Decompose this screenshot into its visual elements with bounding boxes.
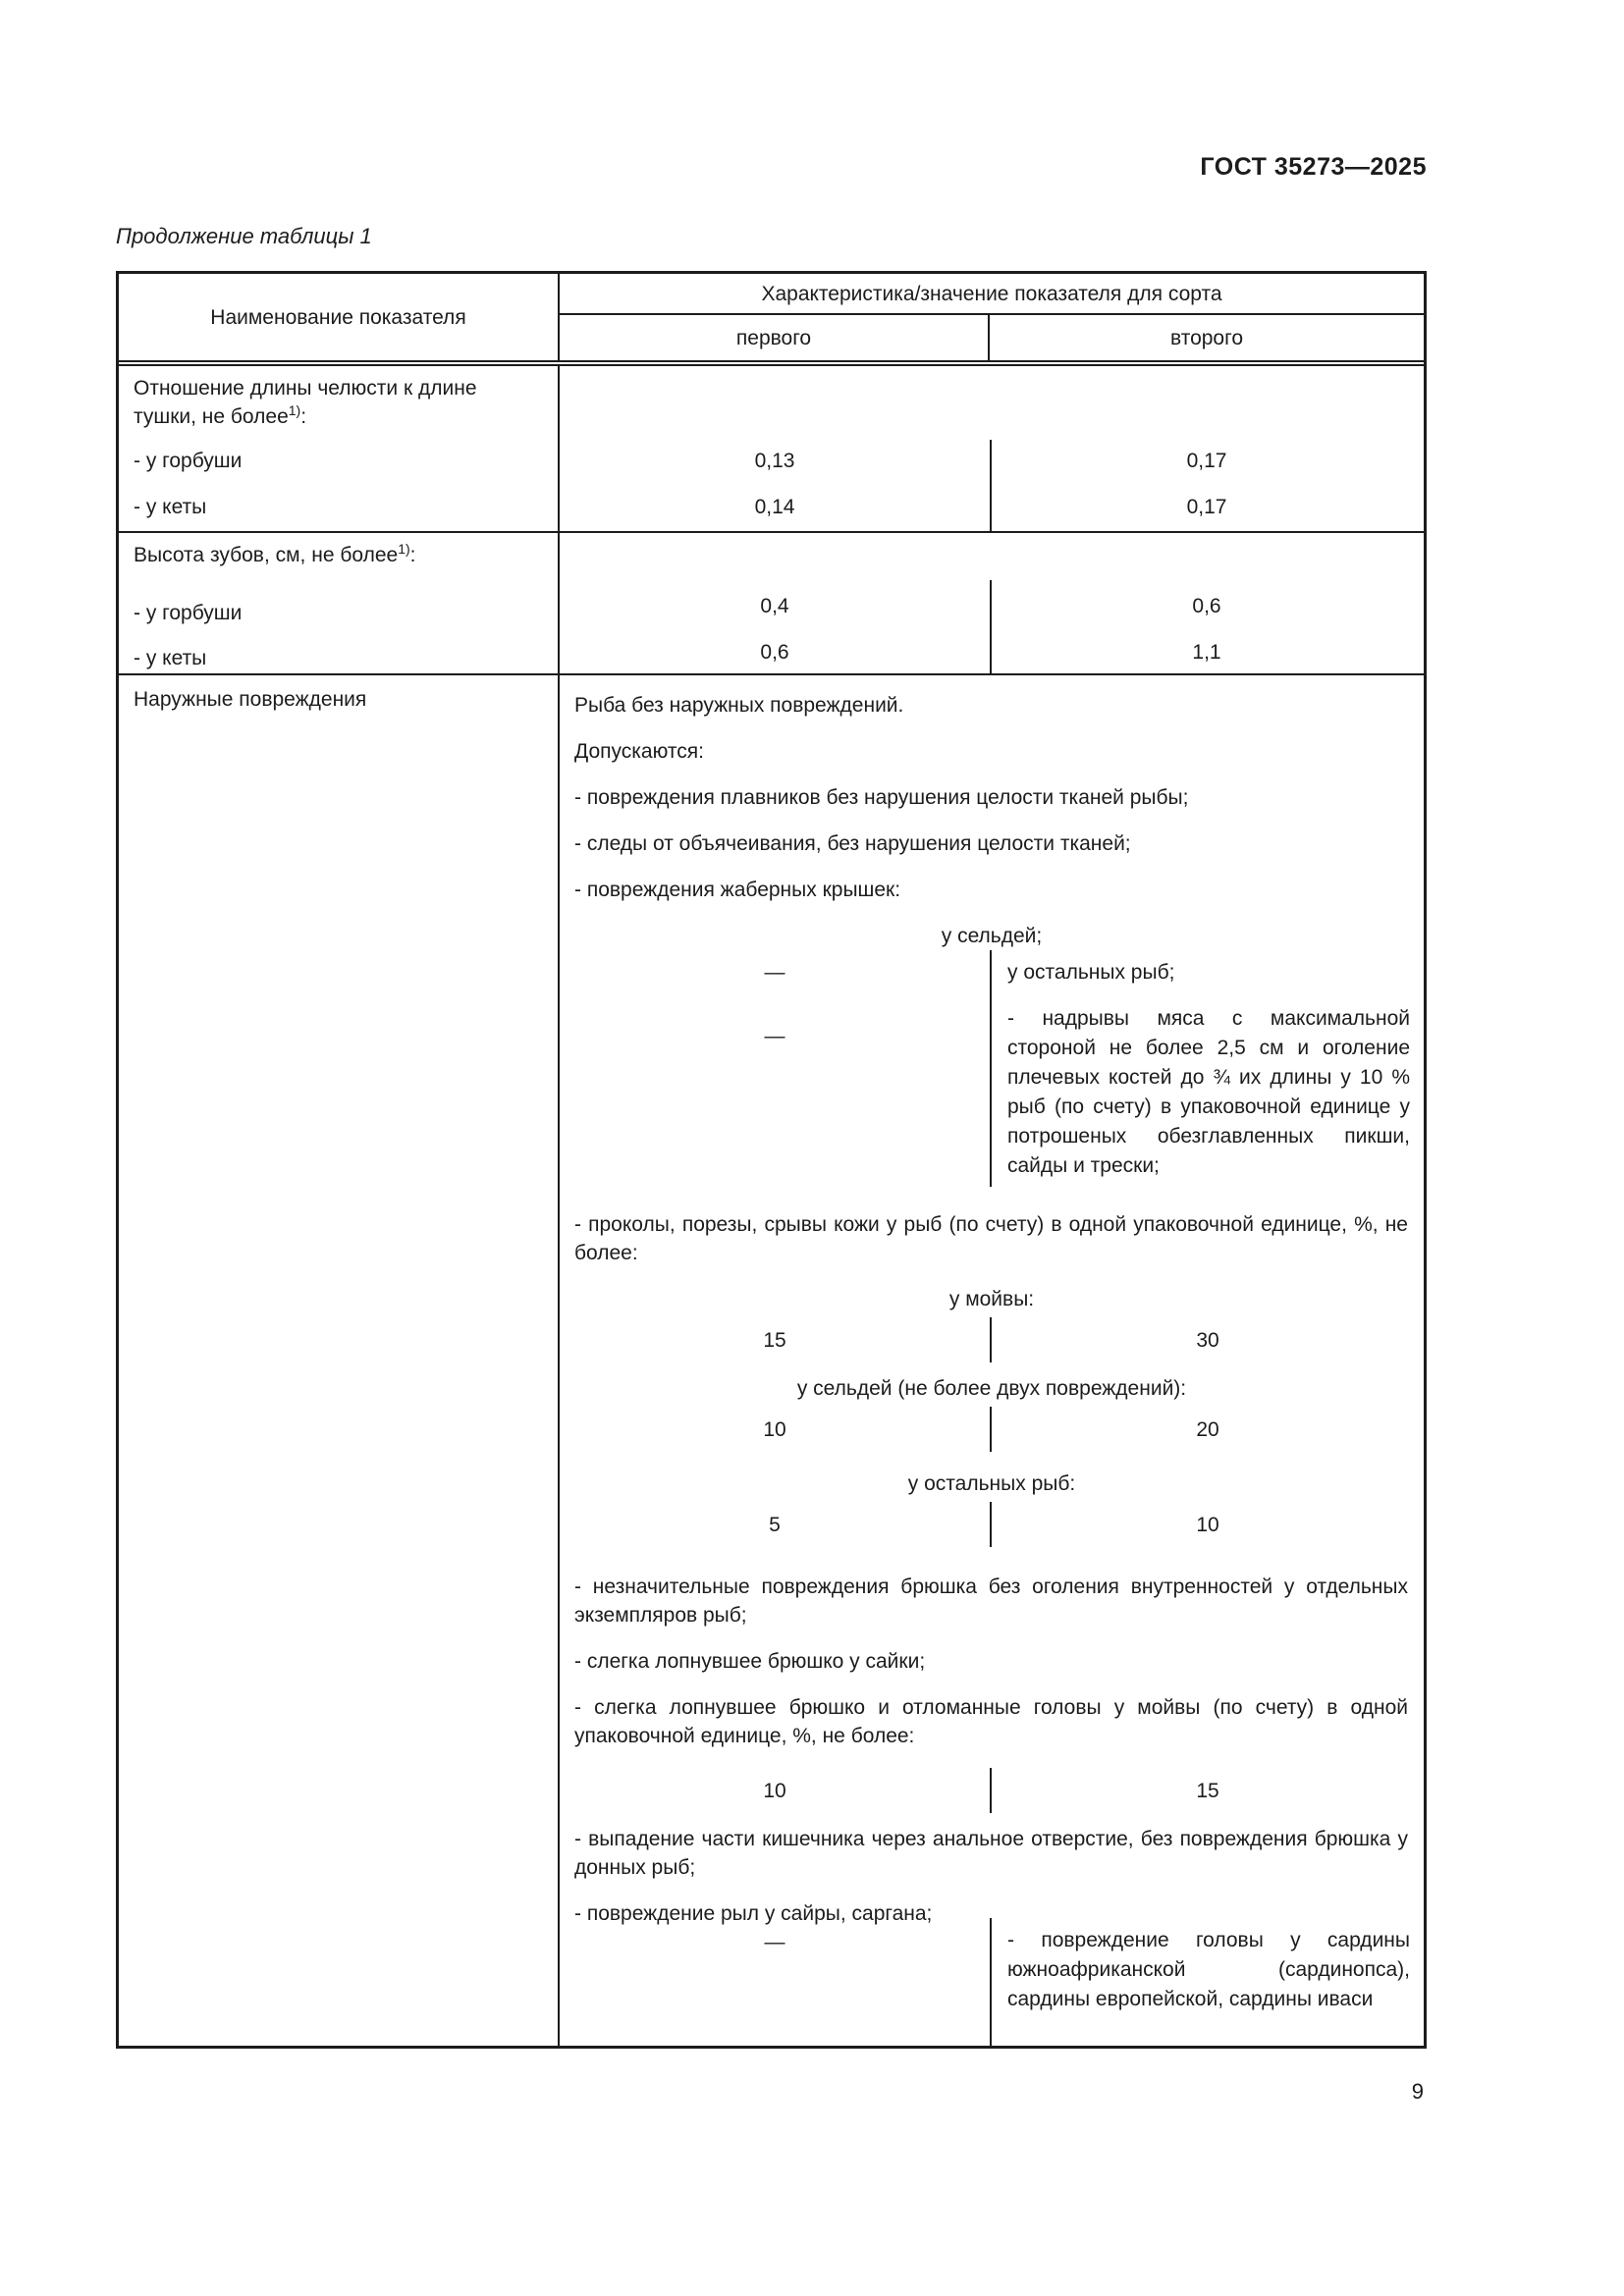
first-grade-side xyxy=(560,1918,990,2046)
header-characteristic-group: Характеристика/значение показателя для сорта xyxy=(560,274,1424,315)
value-first-grade: 0,4 xyxy=(760,595,789,617)
page-number: 9 xyxy=(1411,2079,1424,2104)
table-header xyxy=(119,274,1424,362)
paragraph-net-marks: - следы от объячеивания, без нарушения целости тканей; xyxy=(574,832,1131,855)
label-capelin: у мойвы: xyxy=(948,1288,1035,1310)
indicator-title: Высота зубов, см, не более$^{1)}$: xyxy=(134,541,416,566)
values-cell xyxy=(560,366,1424,531)
indicator-title: Отношение длины челюсти к длине тушки, не более$^{1)}$: xyxy=(134,377,477,428)
value-row-capelin xyxy=(560,1317,1424,1362)
footnote-marker: 1) xyxy=(398,541,410,557)
table-1-continuation xyxy=(116,271,1427,2049)
value-row xyxy=(560,447,1424,475)
em-dash: — xyxy=(764,961,785,984)
paragraph-snouts: - повреждение рыл у сайры, саргана; xyxy=(574,1902,933,1925)
indicator-subitem: - у горбуши xyxy=(134,450,243,472)
paragraph-fins: - повреждения плавников без нарушения целости тканей рыбы; xyxy=(574,786,1189,809)
value-row xyxy=(560,592,1424,620)
second-grade-side xyxy=(990,950,1424,1187)
split-section-sardine xyxy=(560,1918,1424,2046)
paragraph-saika: - слегка лопнувшее брюшко у сайки; xyxy=(574,1650,926,1673)
header-grade-second: второго xyxy=(1170,326,1243,349)
label-other-fish-2: у остальных рыб: xyxy=(907,1472,1076,1495)
value-first-grade: 5 xyxy=(769,1513,781,1536)
value-row xyxy=(560,493,1424,521)
paragraph-flesh-tears: - надрывы мяса с максимальной стороной не более 2,5 см и оголение плечевых костей до ¾ их длины у 10 % рыб (по счету) в упаковочной единице у потрошеных обезглавленных пикши, сайды и трески; xyxy=(1007,1007,1410,1177)
table-row-external-damage xyxy=(119,675,1424,2046)
paragraph-intro: Рыба без наружных повреждений. xyxy=(574,694,904,717)
label-other-fish: у остальных рыб; xyxy=(1007,961,1175,984)
column-divider xyxy=(990,440,992,531)
value-first-grade: 0,13 xyxy=(754,450,795,472)
paragraph-belly: - незначительные повреждения брюшка без оголения внутренностей у отдельных экземпляров рыб; xyxy=(574,1575,1408,1627)
value-second-grade: 0,6 xyxy=(1192,595,1221,617)
table-row-teeth-height xyxy=(119,533,1424,675)
paragraph-sardine: - повреждение головы у сардины южноафриканской (сардинопса), сардины европейской, сардины иваси xyxy=(1007,1929,1410,2010)
indicator-name-cell xyxy=(119,675,560,2046)
value-row-herring xyxy=(560,1407,1424,1452)
label-herring-two-damages: у сельдей (не более двух повреждений): xyxy=(796,1377,1187,1400)
value-first-grade: 10 xyxy=(763,1779,786,1802)
indicator-subitem: - у кеты xyxy=(134,496,207,518)
label-herring: у сельдей; xyxy=(941,925,1043,947)
header-indicator-name: Наименование показателя xyxy=(119,274,560,360)
em-dash: — xyxy=(764,1931,785,1953)
indicator-name-cell xyxy=(119,366,560,531)
table-caption: Продолжение таблицы 1 xyxy=(116,224,372,248)
value-second-grade: 0,17 xyxy=(1186,450,1227,472)
value-row xyxy=(560,638,1424,667)
indicator-name-cell xyxy=(119,533,560,673)
value-second-grade: 0,17 xyxy=(1186,496,1227,518)
first-grade-side xyxy=(560,950,990,1187)
value-first-grade: 10 xyxy=(763,1417,786,1441)
value-row-capelin-heads xyxy=(560,1768,1424,1813)
value-first-grade: 15 xyxy=(763,1328,786,1352)
second-grade-side xyxy=(990,1918,1424,2046)
value-second-grade: 1,1 xyxy=(1192,641,1221,664)
values-cell xyxy=(560,533,1424,673)
value-second-grade: 10 xyxy=(990,1502,1424,1547)
header-grade-columns xyxy=(560,315,1424,360)
column-divider xyxy=(990,580,992,673)
split-section-gill-covers xyxy=(560,950,1424,1187)
indicator-title: Наружные повреждения xyxy=(134,688,367,711)
table-row-jaw-ratio xyxy=(119,366,1424,533)
value-second-grade: 15 xyxy=(990,1768,1424,1813)
paragraph-intestine: - выпадение части кишечника через анальное отверстие, без повреждения брюшка у донных рыб; xyxy=(574,1828,1408,1879)
em-dash: — xyxy=(764,1025,785,1047)
footnote-marker: 1) xyxy=(288,402,301,418)
doc-number: ГОСТ 35273—2025 xyxy=(1200,153,1427,181)
characteristic-cell xyxy=(560,675,1424,2046)
indicator-subitem: - у кеты xyxy=(134,647,207,669)
value-second-grade: 30 xyxy=(990,1317,1424,1362)
value-row-other-fish xyxy=(560,1502,1424,1547)
indicator-subitem: - у горбуши xyxy=(134,602,243,624)
paragraph-allowed: Допускаются: xyxy=(574,740,704,763)
paragraph-capelin-heads: - слегка лопнувшее брюшко и отломанные головы у мойвы (по счету) в одной упаковочной единице, %, не более: xyxy=(574,1696,1408,1747)
value-first-grade: 0,6 xyxy=(760,641,789,664)
value-first-grade: 0,14 xyxy=(754,496,795,518)
paragraph-punctures: - проколы, порезы, срывы кожи у рыб (по счету) в одной упаковочной единице, %, не более: xyxy=(574,1213,1408,1264)
paragraph-gill-covers: - повреждения жаберных крышек: xyxy=(574,879,901,901)
header-grades-group xyxy=(560,274,1424,360)
value-second-grade: 20 xyxy=(990,1407,1424,1452)
header-grade-first: первого xyxy=(560,315,990,360)
